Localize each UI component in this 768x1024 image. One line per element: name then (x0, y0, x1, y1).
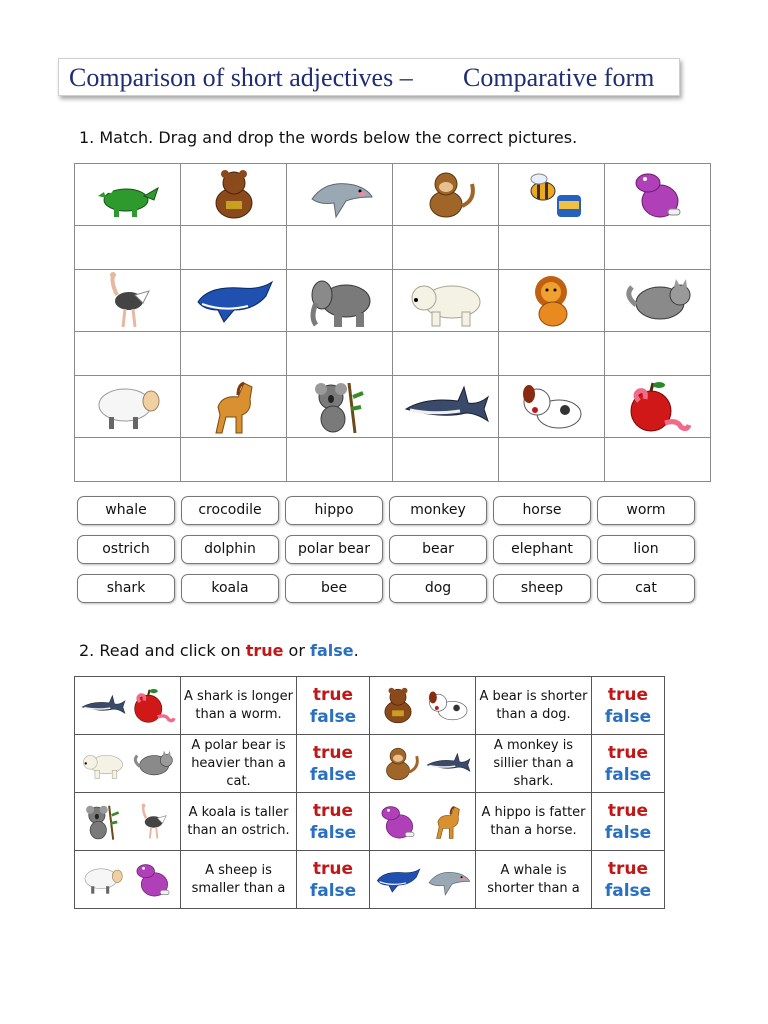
drop-zone[interactable] (393, 438, 499, 482)
word-tile[interactable]: lion (597, 535, 695, 564)
statement-text: A whale is shorter than a (476, 851, 592, 909)
instruction-suffix: . (353, 641, 359, 660)
elephant-icon (287, 273, 392, 329)
word-tile[interactable]: koala (181, 574, 279, 603)
word-tile[interactable]: dolphin (181, 535, 279, 564)
drop-zone[interactable] (287, 332, 393, 376)
ostrich-icon (130, 803, 176, 841)
word-tile[interactable]: polar bear (285, 535, 383, 564)
answer-cell (297, 851, 370, 909)
statement-pictures (75, 851, 181, 909)
lion-icon (499, 272, 604, 330)
dog-icon (499, 380, 604, 434)
monkey-icon (393, 170, 498, 220)
picture-cell (605, 270, 711, 332)
picture-cell (499, 270, 605, 332)
horse-icon (425, 803, 471, 841)
dog-icon (425, 687, 471, 725)
instruction-or: or (283, 641, 311, 660)
bee-icon (499, 169, 604, 221)
hippo-icon (605, 169, 710, 221)
word-tile[interactable]: worm (597, 496, 695, 525)
drop-zone[interactable] (499, 438, 605, 482)
hippo-icon (375, 803, 421, 841)
true-option[interactable]: true (312, 742, 354, 763)
title-part-1: Comparison of short adjectives – (69, 63, 413, 92)
word-tile[interactable]: crocodile (181, 496, 279, 525)
instruction-false-word: false (310, 641, 354, 660)
picture-cell (499, 164, 605, 226)
drop-zone[interactable] (287, 226, 393, 270)
drop-zone[interactable] (605, 226, 711, 270)
sheep-icon (80, 861, 126, 899)
word-tile[interactable]: whale (77, 496, 175, 525)
drop-zone[interactable] (181, 226, 287, 270)
picture-cell (393, 376, 499, 438)
answer-cell (297, 793, 370, 851)
dolphin-icon (425, 861, 471, 899)
statement-text: A shark is longer than a worm. (181, 677, 297, 735)
picture-cell (393, 164, 499, 226)
cat-icon (130, 745, 176, 783)
statement-row (75, 851, 665, 909)
true-option[interactable]: true (312, 684, 354, 705)
picture-cell (605, 376, 711, 438)
word-tile[interactable]: horse (493, 496, 591, 525)
word-tile[interactable]: sheep (493, 574, 591, 603)
crocodile-icon (75, 170, 180, 220)
statement-pictures (75, 793, 181, 851)
false-option[interactable]: false (604, 764, 652, 785)
worm-apple-icon (130, 687, 176, 725)
picture-cell (393, 270, 499, 332)
word-tile[interactable]: bee (285, 574, 383, 603)
picture-cell (499, 376, 605, 438)
drop-zone[interactable] (605, 438, 711, 482)
false-option[interactable]: false (309, 764, 357, 785)
true-option[interactable]: true (607, 858, 649, 879)
picture-cell (287, 164, 393, 226)
statement-row (75, 793, 665, 851)
true-option[interactable]: true (607, 684, 649, 705)
drop-zone[interactable] (499, 226, 605, 270)
answer-cell (297, 677, 370, 735)
statement-text: A bear is shorter than a dog. (476, 677, 592, 735)
statement-text: A koala is taller than an ostrich. (181, 793, 297, 851)
word-tile[interactable]: shark (77, 574, 175, 603)
shark-icon (393, 383, 498, 431)
worm-apple-icon (605, 379, 710, 435)
picture-cell (181, 164, 287, 226)
drop-zone[interactable] (181, 438, 287, 482)
statement-pictures (75, 677, 181, 735)
statement-pictures (75, 735, 181, 793)
shark-icon (425, 745, 471, 783)
answer-cell (297, 735, 370, 793)
drop-zone[interactable] (181, 332, 287, 376)
true-option[interactable]: true (312, 800, 354, 821)
statement-row (75, 677, 665, 735)
cat-icon (605, 275, 710, 327)
false-option[interactable]: false (309, 822, 357, 843)
match-grid (74, 163, 711, 482)
koala-icon (287, 379, 392, 435)
picture-cell (605, 164, 711, 226)
drop-zone[interactable] (75, 332, 181, 376)
monkey-icon (375, 745, 421, 783)
false-option[interactable]: false (604, 822, 652, 843)
picture-cell (75, 164, 181, 226)
answer-cell (592, 677, 665, 735)
koala-icon (80, 803, 126, 841)
polar-bear-icon (80, 745, 126, 783)
instruction-true-word: true (245, 641, 284, 660)
word-tile[interactable]: elephant (493, 535, 591, 564)
worksheet-title (58, 58, 680, 96)
picture-cell (75, 270, 181, 332)
picture-cell (181, 270, 287, 332)
statement-row (75, 735, 665, 793)
dolphin-icon (287, 171, 392, 219)
false-option[interactable]: false (309, 880, 357, 901)
sheep-icon (75, 381, 180, 433)
statement-pictures (370, 851, 476, 909)
statement-pictures (370, 793, 476, 851)
drop-zone[interactable] (393, 226, 499, 270)
drop-zone[interactable] (393, 332, 499, 376)
answer-cell (592, 851, 665, 909)
shark-icon (80, 687, 126, 725)
true-option[interactable]: true (607, 800, 649, 821)
bear-icon (181, 169, 286, 221)
hippo-icon (130, 861, 176, 899)
word-tile[interactable]: dog (389, 574, 487, 603)
word-tile[interactable]: cat (597, 574, 695, 603)
picture-cell (287, 376, 393, 438)
word-tile[interactable]: hippo (285, 496, 383, 525)
statement-text: A sheep is smaller than a (181, 851, 297, 909)
whale-icon (181, 276, 286, 326)
drop-zone[interactable] (75, 438, 181, 482)
word-tile[interactable]: ostrich (77, 535, 175, 564)
drop-zone[interactable] (75, 226, 181, 270)
polar-bear-icon (393, 274, 498, 328)
ostrich-icon (75, 271, 180, 331)
instruction-prefix: 2. Read and click on (79, 641, 246, 660)
picture-cell (287, 270, 393, 332)
bear-icon (375, 687, 421, 725)
statement-text: A hippo is fatter than a horse. (476, 793, 592, 851)
picture-cell (181, 376, 287, 438)
true-option[interactable]: true (607, 742, 649, 763)
statement-text: A polar bear is heavier than a cat. (181, 735, 297, 793)
word-tile[interactable]: bear (389, 535, 487, 564)
statement-pictures (370, 677, 476, 735)
statement-text: A monkey is sillier than a shark. (476, 735, 592, 793)
true-false-table (74, 676, 665, 909)
true-option[interactable]: true (312, 858, 354, 879)
word-tile[interactable]: monkey (389, 496, 487, 525)
drop-zone[interactable] (499, 332, 605, 376)
title-part-2: Comparative form (463, 63, 655, 92)
false-option[interactable]: false (309, 706, 357, 727)
false-option[interactable]: false (604, 880, 652, 901)
picture-cell (75, 376, 181, 438)
answer-cell (592, 735, 665, 793)
statement-pictures (370, 735, 476, 793)
whale-icon (375, 861, 421, 899)
section-1-instruction: 1. Match. Drag and drop the words below the correct pictures. (79, 128, 578, 147)
horse-icon (181, 377, 286, 437)
drop-zone[interactable] (605, 332, 711, 376)
drop-zone[interactable] (287, 438, 393, 482)
answer-cell (592, 793, 665, 851)
section-2-instruction (79, 641, 359, 660)
false-option[interactable]: false (604, 706, 652, 727)
